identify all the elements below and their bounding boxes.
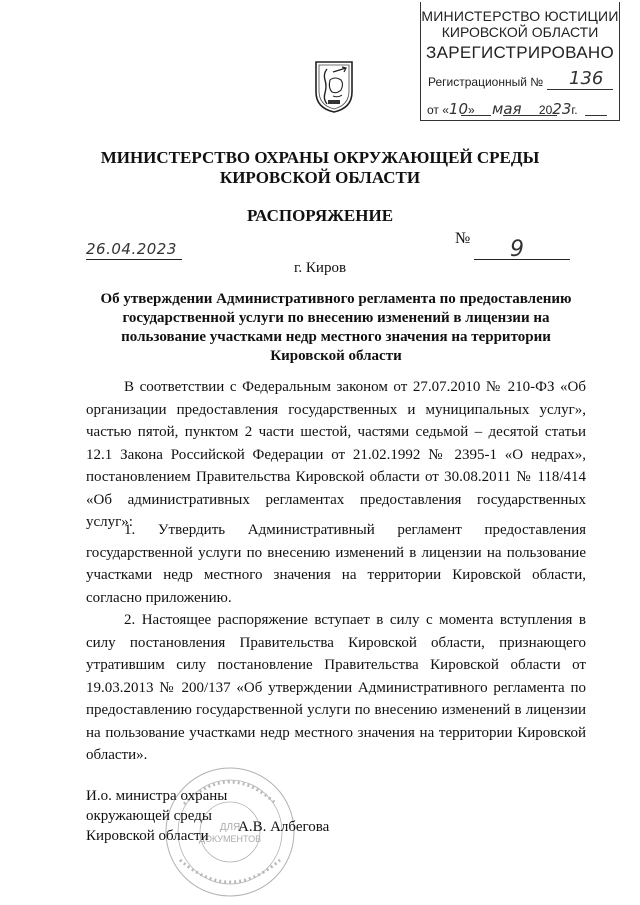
stamp-reg-underline	[547, 89, 613, 90]
stamp-date-end: г.	[571, 103, 578, 117]
document-type: РАСПОРЯЖЕНИЕ	[246, 206, 394, 225]
stamp-date-mid: »	[468, 103, 475, 117]
stamp-month-underline	[503, 115, 557, 116]
stamp-date-day: 10	[448, 100, 469, 118]
registration-stamp	[420, 2, 620, 121]
signer-name: А.В. Албегова	[238, 819, 330, 835]
paragraph-item-1: 1. Утвердить Административный регламент предоставления государственной услуги по внесению изменений в лицензии на пользование участками недр местного значения на территории Кировской области, согласно приложению.	[86, 522, 586, 606]
number-label: №	[455, 230, 471, 247]
stamp-date-month: мая	[492, 100, 522, 118]
ministry-title-line1: МИНИСТЕРСТВО ОХРАНЫ ОКРУЖАЮЩЕЙ СРЕДЫ	[100, 148, 540, 167]
coat-of-arms-icon	[313, 60, 355, 114]
document-subject: Об утверждении Административного регламента по предоставлению государственной услуги по внесению изменений в лицензии на пользование участками недр местного значения на территории Кировской области	[100, 291, 572, 364]
paragraph-preamble: В соответствии с Федеральным законом от 27.07.2010 № 210-ФЗ «Об организации предоставления государственных и муниципальных услуг», частью пятой, пунктом 2 части шестой, частями седьмой – десятой статьи 12.1 Закона Российской Федерации от 21.02.1992 № 2395-1 «О недрах», постановлением Правительства Кировской области от 30.08.2011 № 118/414 «Об административных регламентах предоставления государственных услуг»:	[86, 379, 586, 530]
stamp-region-line: КИРОВСКОЙ ОБЛАСТИ	[441, 24, 599, 40]
stamp-date-year-prefix: 20	[538, 103, 553, 117]
city-label: г. Киров	[293, 260, 347, 276]
stamp-reg-label: Регистрационный №	[428, 75, 544, 89]
stamp-reg-number: 136	[569, 68, 604, 89]
stamp-registered-line: ЗАРЕГИСТРИРОВАНО	[426, 43, 614, 62]
signer-title-line2: окружающей среды	[86, 808, 212, 824]
ministry-title-line2: КИРОВСКОЙ ОБЛАСТИ	[219, 168, 421, 187]
seal-text-bottom: ДОКУМЕНТОВ	[198, 834, 262, 844]
document-number: 9	[510, 237, 524, 262]
paragraph-item-2: 2. Настоящее распоряжение вступает в силу с момента вступления в силу постановления Правительства Кировской области, признающего утратившим силу постановление Правительства Кировской области от 19.03.2013 № 200/137 «Об утверждении Административного регламента по предоставлению государственной услуги по внесению изменений в лицензии на пользование участками недр местного значения на территории Кировской области».	[86, 612, 586, 763]
seal-text-top: ДЛЯ	[219, 822, 241, 833]
signer-title-line3: Кировской области	[86, 828, 209, 844]
signature-block	[86, 786, 227, 846]
stamp-date-prefix: от «	[427, 103, 449, 117]
stamp-year-underline	[585, 115, 607, 116]
stamp-ministry-line: МИНИСТЕРСТВО ЮСТИЦИИ	[421, 8, 619, 24]
stamp-date-year-suffix: 23	[552, 100, 572, 118]
stamp-day-underline	[461, 115, 491, 116]
signer-title-line1: И.о. министра охраны	[86, 788, 228, 804]
document-date: 26.04.2023	[86, 240, 177, 258]
